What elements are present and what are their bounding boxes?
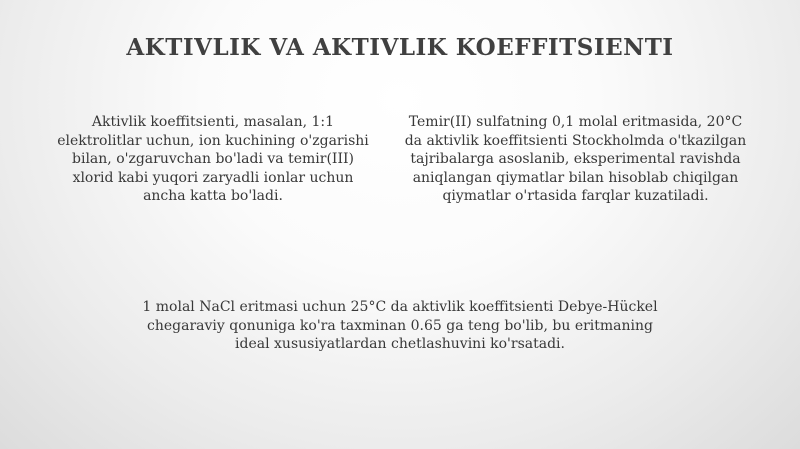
- bottom-paragraph: 1 molal NaCl eritmasi uchun 25°C da aktivlik koeffitsienti Debye-Hückel chegaraviy qonuniga ko'ra taxminan 0.65 ga teng bo'lib, bu eritmaning ideal xususiyatlardan chetlashuvini ko'rsatadi.: [142, 299, 658, 352]
- slide-title: AKTIVLIK VA AKTIVLIK KOEFFITSIENTI: [126, 34, 674, 61]
- left-paragraph: Aktivlik koeffitsienti, masalan, 1:1 elektrolitlar uchun, ion kuchining o'zgarishi bilan, o'zgaruvchan bo'ladi va temir(III) xlorid kabi yuqori zaryadli ionlar uchun ancha katta bo'ladi.: [57, 114, 369, 204]
- right-paragraph: Temir(II) sulfatning 0,1 molal eritmasida, 20°C da aktivlik koeffitsienti Stockholmda o'tkazilgan tajribalarga asoslanib, eksperimental ravishda aniqlangan qiymatlar bilan hisoblab chiqilgan qiymatlar o'rtasida farqlar kuzatiladi.: [404, 114, 747, 204]
